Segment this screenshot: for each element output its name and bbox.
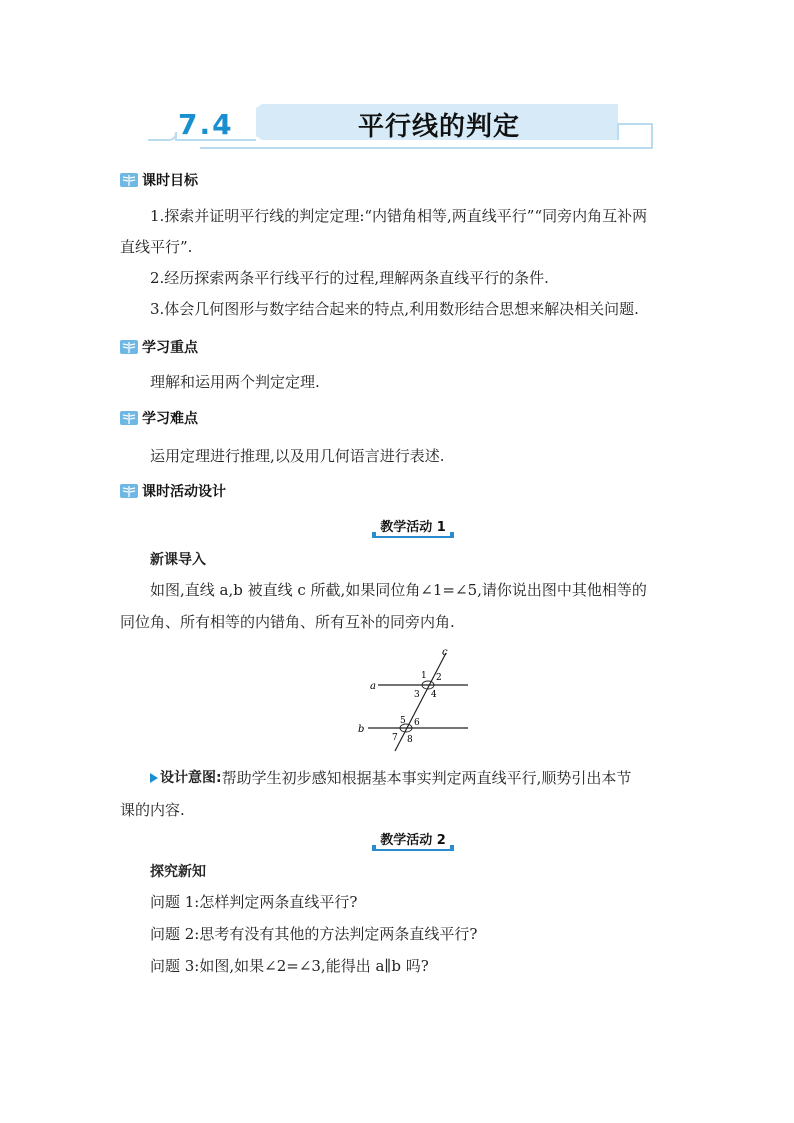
key-points-text: 理解和运用两个判定定理. xyxy=(150,373,320,391)
title-underline xyxy=(372,849,454,851)
question-1: 问题 1:怎样判定两条直线平行? xyxy=(150,893,358,911)
activity-1-subhead: 新课导入 xyxy=(150,552,206,568)
section-heading-objectives xyxy=(120,170,198,190)
page-title: 平行线的判定 xyxy=(358,112,521,142)
section-label: 课时活动设计 xyxy=(142,484,226,500)
angle-3-label: 3 xyxy=(414,690,420,700)
objective-line-1: 1.探索并证明平行线的判定定理:“内错角相等,两直线平行”“同旁内角互补两 xyxy=(150,207,648,225)
objective-line-4: 3.体会几何图形与数字结合起来的特点,利用数形结合思想来解决相关问题. xyxy=(150,300,639,318)
section-heading-activity-design xyxy=(120,481,226,501)
section-number: 7.4 xyxy=(178,108,234,141)
underline-cap xyxy=(372,532,376,538)
angle-6-label: 6 xyxy=(414,718,420,728)
book-icon xyxy=(120,339,138,355)
section-heading-difficulties xyxy=(120,408,198,428)
design-intent-text-line-2: 课的内容. xyxy=(120,801,185,819)
activity-1-text-line-2: 同位角、所有相等的内错角、所有互补的同旁内角. xyxy=(120,613,455,631)
activity-1-text-line-1: 如图,直线 a,b 被直线 c 所截,如果同位角∠1=∠5,请你说出图中其他相等的 xyxy=(150,581,647,599)
section-label: 课时目标 xyxy=(142,173,198,189)
angle-4-label: 4 xyxy=(431,690,437,700)
activity-title-text: 教学活动 2 xyxy=(380,833,446,848)
transversal-figure xyxy=(350,645,480,755)
question-2: 问题 2:思考有没有其他的方法判定两条直线平行? xyxy=(150,925,478,943)
triangle-bullet-icon xyxy=(150,773,158,783)
underline-cap xyxy=(450,532,454,538)
question-3: 问题 3:如图,如果∠2=∠3,能得出 a∥b 吗? xyxy=(150,957,429,975)
title-underline xyxy=(372,536,454,538)
activity-1-title xyxy=(372,516,454,538)
objective-line-2: 直线平行”. xyxy=(120,238,193,256)
objective-line-3: 2.经历探索两条平行线平行的过程,理解两条直线平行的条件. xyxy=(150,269,549,287)
label-c: c xyxy=(442,647,448,658)
difficulties-text: 运用定理进行推理,以及用几何语言进行表述. xyxy=(150,447,445,465)
activity-2-subhead: 探究新知 xyxy=(150,864,206,880)
section-label: 学习重点 xyxy=(142,340,198,356)
book-icon xyxy=(120,483,138,499)
activity-2-title xyxy=(372,829,454,851)
book-icon xyxy=(120,172,138,188)
activity-title-text: 教学活动 1 xyxy=(380,520,446,535)
label-a: a xyxy=(370,681,376,692)
design-intent xyxy=(150,768,631,788)
book-icon xyxy=(120,410,138,426)
angle-7-label: 7 xyxy=(392,733,398,743)
angle-5-label: 5 xyxy=(400,716,406,726)
underline-cap xyxy=(372,845,376,851)
section-label: 学习难点 xyxy=(142,411,198,427)
design-intent-text: 帮助学生初步感知根据基本事实判定两直线平行,顺势引出本节 xyxy=(221,769,632,787)
angle-1-label: 1 xyxy=(421,671,427,681)
design-intent-label: 设计意图: xyxy=(160,770,222,786)
angle-2-label: 2 xyxy=(436,673,442,683)
section-heading-key-points xyxy=(120,337,198,357)
angle-8-label: 8 xyxy=(407,735,413,745)
line-c xyxy=(395,653,446,751)
underline-cap xyxy=(450,845,454,851)
label-b: b xyxy=(358,724,365,735)
